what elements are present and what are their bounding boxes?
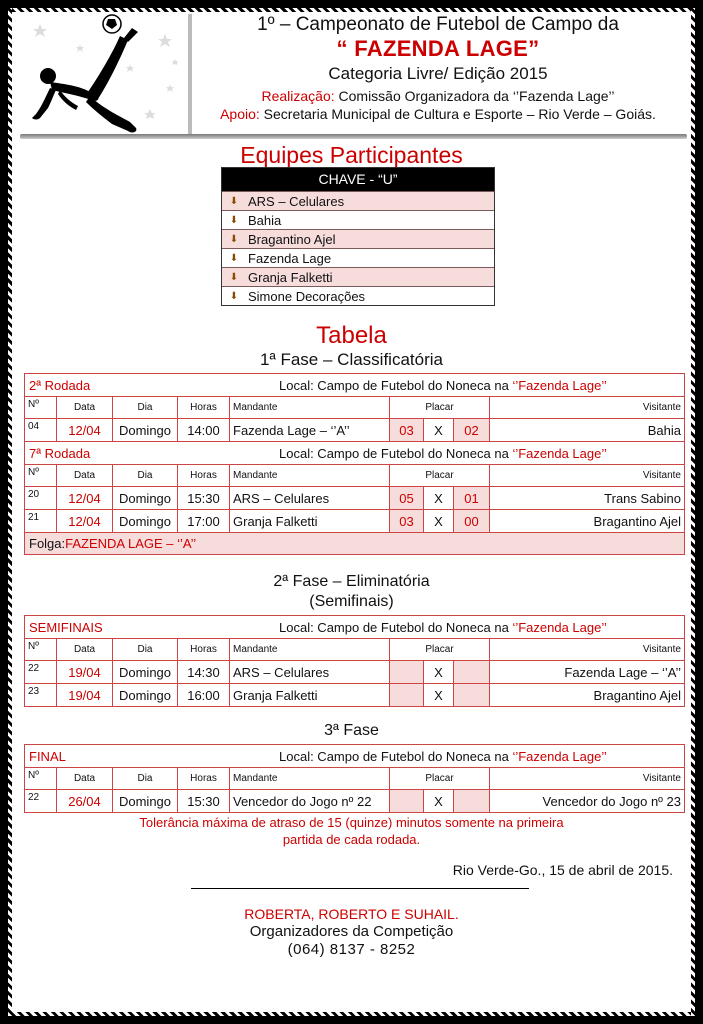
rodada-label: 2ª Rodada (29, 377, 91, 393)
col-placar: Placar (389, 639, 489, 660)
local-text (279, 749, 680, 764)
team-name: Bragantino Ajel (248, 231, 336, 247)
game-time: 15:30 (177, 487, 229, 509)
team-row (222, 267, 494, 286)
team-name: Fazenda Lage (248, 250, 332, 266)
organizer-title: Organizadores da Competição (249, 923, 454, 940)
col-mandante: Mandante (229, 465, 389, 486)
local-name: ‘’Fazenda Lage’’ (512, 377, 607, 393)
team-row (222, 191, 494, 210)
score-x: X (423, 661, 453, 683)
col-data: Data (56, 465, 112, 486)
rodada2-bar (25, 374, 684, 396)
column-header-row (25, 638, 684, 660)
game-home: ARS – Celulares (229, 661, 389, 683)
local-name: ‘’Fazenda Lage’’ (512, 445, 607, 461)
semifinais-table (24, 615, 685, 707)
arrow-down-icon: ⬇ (229, 233, 239, 245)
game-time: 15:30 (177, 790, 229, 812)
game-home: Fazenda Lage – ‘’A’’ (229, 419, 389, 441)
column-header-row (25, 767, 684, 789)
team-name: Simone Decorações (248, 288, 366, 304)
game-no: 21 (28, 512, 40, 523)
home-score: 05 (389, 487, 423, 509)
folga-label: Folga: (29, 536, 66, 551)
game-day: Domingo (112, 510, 177, 532)
border-pattern-top (8, 8, 695, 12)
rodada-label: SEMIFINAIS (29, 619, 103, 635)
game-date: 19/04 (56, 684, 112, 706)
arrow-down-icon: ⬇ (229, 271, 239, 283)
realizacao-text: Comissão Organizadora da ‘’Fazenda Lage’’ (334, 88, 615, 104)
tolerance-note-line1: Tolerância máxima de atraso de 15 (quinze) minutos somente na primeira (139, 815, 564, 830)
col-data: Data (56, 639, 112, 660)
local-name: ‘’Fazenda Lage’’ (512, 748, 607, 764)
game-row (25, 660, 684, 683)
header-rule (20, 134, 687, 139)
championship-name: “ FAZENDA LAGE” (336, 36, 540, 61)
local-text (279, 620, 680, 635)
game-day: Domingo (112, 661, 177, 683)
realizacao-label: Realização: (261, 88, 335, 104)
soccer-player-illustration (20, 14, 188, 136)
col-visitante: Visitante (489, 397, 684, 418)
arrow-down-icon: ⬇ (229, 290, 239, 302)
col-visitante: Visitante (489, 768, 684, 789)
final-bar (25, 745, 684, 767)
game-row (25, 486, 684, 509)
game-no: 23 (28, 686, 40, 697)
col-dia: Dia (112, 397, 177, 418)
apoio-line (192, 106, 684, 122)
game-date: 12/04 (56, 510, 112, 532)
col-horas: Horas (177, 768, 229, 789)
local-text (279, 378, 680, 393)
border-pattern-bottom (8, 1012, 695, 1016)
rodada-label: FINAL (29, 748, 66, 764)
fase2-title: 2ª Fase – Eliminatória (273, 573, 430, 590)
col-visitante: Visitante (489, 465, 684, 486)
game-time: 14:30 (177, 661, 229, 683)
col-mandante: Mandante (229, 639, 389, 660)
rodada-header (25, 745, 684, 767)
game-away: Fazenda Lage – ‘’A’’ (489, 661, 684, 683)
game-day: Domingo (112, 790, 177, 812)
game-away: Bragantino Ajel (489, 510, 684, 532)
game-no: 22 (28, 792, 40, 803)
game-row (25, 789, 684, 812)
organizer-phone: (064) 8137 - 8252 (287, 941, 416, 958)
team-row (222, 229, 494, 248)
rodada-label: 7ª Rodada (29, 445, 91, 461)
away-score: 01 (453, 487, 489, 509)
score-x: X (423, 684, 453, 706)
col-dia: Dia (112, 639, 177, 660)
col-horas: Horas (177, 639, 229, 660)
col-dia: Dia (112, 465, 177, 486)
game-home: ARS – Celulares (229, 487, 389, 509)
team-row (222, 210, 494, 229)
arrow-down-icon: ⬇ (229, 252, 239, 264)
col-no: Nº (28, 641, 39, 652)
local-prefix: Local: Campo de Futebol do Noneca na (279, 748, 513, 764)
game-away: Bragantino Ajel (489, 684, 684, 706)
game-home: Vencedor do Jogo nº 22 (229, 790, 389, 812)
game-time: 16:00 (177, 684, 229, 706)
team-name: ARS – Celulares (248, 193, 345, 209)
col-placar: Placar (389, 465, 489, 486)
game-away: Trans Sabino (489, 487, 684, 509)
game-home: Granja Falketti (229, 510, 389, 532)
local-prefix: Local: Campo de Futebol do Noneca na (279, 377, 513, 393)
tabela-title: Tabela (316, 322, 387, 349)
away-score: 00 (453, 510, 489, 532)
col-visitante: Visitante (489, 639, 684, 660)
game-no: 04 (28, 421, 40, 432)
away-score (453, 684, 489, 706)
away-score: 02 (453, 419, 489, 441)
fase2-subtitle: (Semifinais) (309, 593, 394, 610)
col-dia: Dia (112, 768, 177, 789)
arrow-down-icon: ⬇ (229, 214, 239, 226)
home-score (389, 661, 423, 683)
fase3-title: 3ª Fase (324, 722, 379, 739)
signature-line (191, 888, 529, 889)
score-x: X (423, 510, 453, 532)
game-date: 12/04 (56, 419, 112, 441)
rodada7-bar (25, 442, 684, 464)
local-text (279, 446, 680, 461)
local-name: ‘’Fazenda Lage’’ (512, 619, 607, 635)
local-prefix: Local: Campo de Futebol do Noneca na (279, 445, 513, 461)
column-header-row (25, 396, 684, 418)
game-time: 17:00 (177, 510, 229, 532)
chave-header: CHAVE - “U” (222, 168, 494, 191)
home-score: 03 (389, 510, 423, 532)
col-horas: Horas (177, 397, 229, 418)
document-date: Rio Verde-Go., 15 de abril de 2015. (452, 862, 673, 878)
game-day: Domingo (112, 487, 177, 509)
away-score (453, 790, 489, 812)
game-no: 22 (28, 663, 40, 674)
team-name: Granja Falketti (248, 269, 333, 285)
game-date: 12/04 (56, 487, 112, 509)
folga-row (25, 532, 684, 554)
game-date: 19/04 (56, 661, 112, 683)
game-row (25, 683, 684, 706)
col-data: Data (56, 397, 112, 418)
col-no: Nº (28, 399, 39, 410)
game-time: 14:00 (177, 419, 229, 441)
col-no: Nº (28, 467, 39, 478)
score-x: X (423, 419, 453, 441)
col-mandante: Mandante (229, 397, 389, 418)
team-row (222, 248, 494, 267)
col-placar: Placar (389, 397, 489, 418)
column-header-row (25, 464, 684, 486)
col-mandante: Mandante (229, 768, 389, 789)
game-row (25, 418, 684, 441)
folga-bar (25, 533, 684, 554)
game-date: 26/04 (56, 790, 112, 812)
tolerance-note-line2: partida de cada rodada. (282, 832, 421, 847)
apoio-label: Apoio: (220, 106, 260, 122)
score-x: X (423, 790, 453, 812)
rodada-header (25, 441, 684, 464)
folga-team: FAZENDA LAGE – ‘’A’’ (65, 536, 197, 551)
semifinais-bar (25, 616, 684, 638)
game-no: 20 (28, 489, 40, 500)
realizacao-line (192, 88, 684, 104)
fase1-table (24, 373, 685, 555)
home-score (389, 684, 423, 706)
col-horas: Horas (177, 465, 229, 486)
local-prefix: Local: Campo de Futebol do Noneca na (279, 619, 513, 635)
home-score (389, 790, 423, 812)
arrow-down-icon: ⬇ (229, 195, 239, 207)
score-x: X (423, 487, 453, 509)
col-no: Nº (28, 770, 39, 781)
category-edition: Categoria Livre/ Edição 2015 (328, 64, 548, 83)
team-name: Bahia (248, 212, 282, 228)
rodada-header (25, 616, 684, 638)
equipes-title: Equipes Participantes (240, 142, 463, 168)
game-away: Bahia (489, 419, 684, 441)
away-score (453, 661, 489, 683)
game-row (25, 509, 684, 532)
fase1-title: 1ª Fase – Classificatória (260, 350, 443, 369)
rodada-header (25, 374, 684, 396)
col-placar: Placar (389, 768, 489, 789)
game-day: Domingo (112, 419, 177, 441)
organizer-names: ROBERTA, ROBERTO E SUHAIL. (244, 906, 459, 922)
col-data: Data (56, 768, 112, 789)
final-table (24, 744, 685, 813)
team-row (222, 286, 494, 305)
game-home: Granja Falketti (229, 684, 389, 706)
home-score: 03 (389, 419, 423, 441)
championship-title: 1º – Campeonato de Futebol de Campo da (257, 14, 619, 35)
teams-table (221, 167, 495, 306)
apoio-text: Secretaria Municipal de Cultura e Esporte – Rio Verde – Goiás. (259, 106, 656, 122)
game-away: Vencedor do Jogo nº 23 (489, 790, 684, 812)
game-day: Domingo (112, 684, 177, 706)
